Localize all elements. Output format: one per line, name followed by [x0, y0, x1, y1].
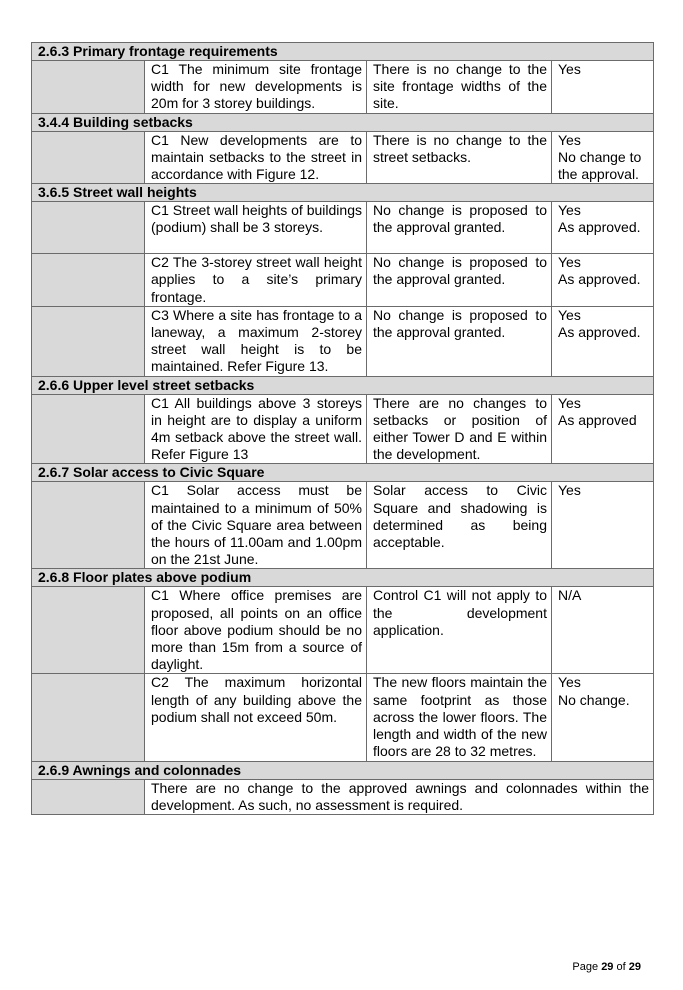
section-heading: 2.6.3 Primary frontage requirements	[32, 43, 654, 61]
control-cell: C1 Street wall heights of buildings (podium) shall be 3 storeys.	[145, 202, 367, 254]
compliance-note: As approved.	[558, 271, 641, 288]
control-cell: C1 Solar access must be maintained to a minimum of 50% of the Civic Square area between the hours of 11.00am and 1.00pm on the 21st June.	[145, 482, 367, 569]
page-label: Page	[572, 961, 599, 973]
section-heading: 2.6.6 Upper level street setbacks	[32, 376, 654, 394]
table-row	[32, 306, 654, 376]
section-heading: 3.6.5 Street wall heights	[32, 184, 654, 202]
compliance-text: Yes	[558, 254, 581, 271]
compliance-note: As approved.	[558, 219, 641, 236]
blank-cell	[32, 779, 145, 814]
control-cell: C1 Where office premises are proposed, all points on an office floor above podium should be no more than 15m from a source of daylight.	[145, 587, 367, 674]
assessment-cell: There is no change to the site frontage widths of the site.	[367, 61, 552, 114]
assessment-note: There are no change to the approved awnings and colonnades within the development. As such, no assessment is required.	[145, 779, 654, 814]
section-heading: 2.6.8 Floor plates above podium	[32, 569, 654, 587]
section-heading-row	[32, 43, 654, 61]
table-row	[32, 254, 654, 307]
table-row	[32, 202, 654, 254]
control-cell: C2 The maximum horizontal length of any building above the podium shall not exceed 50m.	[145, 674, 367, 761]
control-cell: C1 New developments are to maintain setbacks to the street in accordance with Figure 12.	[145, 131, 367, 184]
blank-cell	[32, 61, 145, 114]
assessment-cell: There is no change to the street setbacks.	[367, 131, 552, 184]
table-row	[32, 131, 654, 184]
compliance-text: Yes	[558, 394, 581, 411]
control-cell: C1 The minimum site frontage width for new developments is 20m for 3 storey buildings.	[145, 61, 367, 114]
compliance-text: Yes	[558, 482, 581, 499]
compliance-cell	[552, 674, 654, 761]
section-heading-row	[32, 113, 654, 131]
compliance-text: Yes	[558, 202, 581, 219]
control-cell: C3 Where a site has frontage to a laneway, a maximum 2-storey street wall height is to be maintained. Refer Figure 13.	[145, 306, 367, 376]
control-cell: C1 All buildings above 3 storeys in height are to display a uniform 4m setback above the street wall. Refer Figure 13	[145, 394, 367, 464]
compliance-note: No change to the approval.	[558, 148, 642, 183]
page-number: 29	[601, 961, 614, 973]
compliance-note: No change.	[558, 691, 630, 708]
assessment-cell: Control C1 will not apply to the development application.	[367, 587, 552, 674]
compliance-cell	[552, 254, 654, 307]
blank-cell	[32, 254, 145, 307]
section-heading-row	[32, 376, 654, 394]
assessment-cell: The new floors maintain the same footprint as those across the lower floors. The length and width of the new floors are 28 to 32 metres.	[367, 674, 552, 761]
section-heading-row	[32, 569, 654, 587]
control-cell: C2 The 3-storey street wall height applies to a site’s primary frontage.	[145, 254, 367, 307]
section-heading: 2.6.9 Awnings and colonnades	[32, 761, 654, 779]
compliance-text: N/A	[558, 587, 582, 604]
section-heading-row	[32, 761, 654, 779]
blank-cell	[32, 587, 145, 674]
blank-cell	[32, 674, 145, 761]
assessment-cell: Solar access to Civic Square and shadowing is determined as being acceptable.	[367, 482, 552, 569]
compliance-text: Yes	[558, 674, 581, 691]
compliance-text: Yes	[558, 306, 581, 323]
table-row	[32, 482, 654, 569]
section-heading: 3.4.4 Building setbacks	[32, 113, 654, 131]
compliance-cell	[552, 202, 654, 254]
table-row	[32, 779, 654, 814]
compliance-cell	[552, 482, 654, 569]
page-footer	[572, 961, 641, 973]
compliance-cell	[552, 394, 654, 464]
blank-cell	[32, 306, 145, 376]
page-total: 29	[628, 961, 641, 973]
table-row	[32, 674, 654, 761]
table-row	[32, 61, 654, 114]
compliance-table	[31, 42, 654, 815]
compliance-text: Yes	[558, 131, 581, 148]
section-heading-row	[32, 184, 654, 202]
compliance-cell	[552, 306, 654, 376]
assessment-cell: No change is proposed to the approval granted.	[367, 254, 552, 307]
assessment-cell: There are no changes to setbacks or position of either Tower D and E within the development.	[367, 394, 552, 464]
of-label: of	[616, 961, 626, 973]
table-row	[32, 587, 654, 674]
compliance-cell	[552, 131, 654, 184]
compliance-text: Yes	[558, 61, 581, 77]
section-heading-row	[32, 464, 654, 482]
table-row	[32, 394, 654, 464]
compliance-note: As approved.	[558, 324, 641, 341]
section-heading: 2.6.7 Solar access to Civic Square	[32, 464, 654, 482]
blank-cell	[32, 202, 145, 254]
blank-cell	[32, 131, 145, 184]
blank-cell	[32, 394, 145, 464]
compliance-cell	[552, 587, 654, 674]
blank-cell	[32, 482, 145, 569]
compliance-cell	[552, 61, 654, 114]
assessment-cell: No change is proposed to the approval granted.	[367, 202, 552, 254]
assessment-cell: No change is proposed to the approval granted.	[367, 306, 552, 376]
compliance-note: As approved	[558, 411, 637, 428]
